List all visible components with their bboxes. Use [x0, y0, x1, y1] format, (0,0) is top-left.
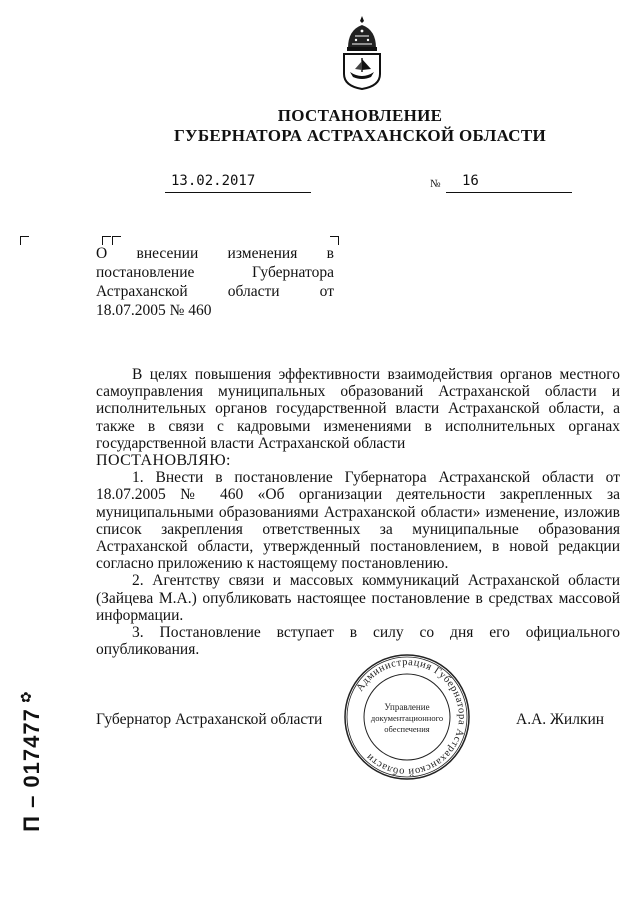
document-body — [96, 366, 620, 658]
item-3-paragraph: 3. Постановление вступает в силу со дня его официального опубликования. — [96, 624, 620, 659]
decree-heading: ПОСТАНОВЛЯЮ: — [96, 452, 231, 470]
serial-number — [12, 680, 52, 860]
flower-icon: ✿ — [20, 691, 32, 706]
signatory-name: А.А. Жилкин — [516, 711, 605, 728]
signatory-role: Губернатор Астраханской области — [96, 711, 323, 728]
document-subject: О внесении изменения в постановление Губернатора Астраханской области от 18.07.2005 № 460 — [96, 245, 334, 319]
official-stamp — [342, 652, 472, 782]
stamp-ring-text: Администрация Губернатора Астраханской области — [354, 656, 468, 778]
serial-number-text: П – 017477 — [19, 708, 44, 832]
stamp-center-line1: Управление — [384, 702, 430, 712]
stamp-center-line2: документационного — [370, 713, 444, 723]
preamble-paragraph: В целях повышения эффективности взаимодействия органов местного самоуправления муниципальных образований Астраханской области и исполнительных органов государственной власти Астраханской области, а также в связи с кадровыми изменениями в исполнительных органах государственной власти Астраханской области — [96, 366, 620, 452]
coat-of-arms-icon — [338, 14, 386, 90]
document-date: 13.02.2017 — [165, 173, 311, 193]
item-1-paragraph: 1. Внести в постановление Губернатора Астраханской области от 18.07.2005 № 460 «Об организации деятельности закрепленных за муниципальными образованиями Астраханской области» изменение, изложив список закрепления ответственных за муниципальные образования Астраханской области, утвержденный постановлением, в новой редакции согласно приложению к настоящему постановлению. — [96, 469, 620, 573]
item-2-paragraph: 2. Агентству связи и массовых коммуникаций Астраханской области (Зайцева М.А.) опубликовать настоящее постановление в средствах массовой информации. — [96, 572, 620, 624]
document-number: 16 — [446, 173, 572, 193]
number-sign: № — [430, 178, 441, 190]
stamp-center-line3: обеспечения — [384, 724, 430, 734]
document-title-line1: ПОСТАНОВЛЕНИЕ — [277, 106, 443, 125]
document-title-line2: ГУБЕРНАТОРА АСТРАХАНСКОЙ ОБЛАСТИ — [173, 126, 547, 145]
corner-mark — [20, 236, 29, 245]
